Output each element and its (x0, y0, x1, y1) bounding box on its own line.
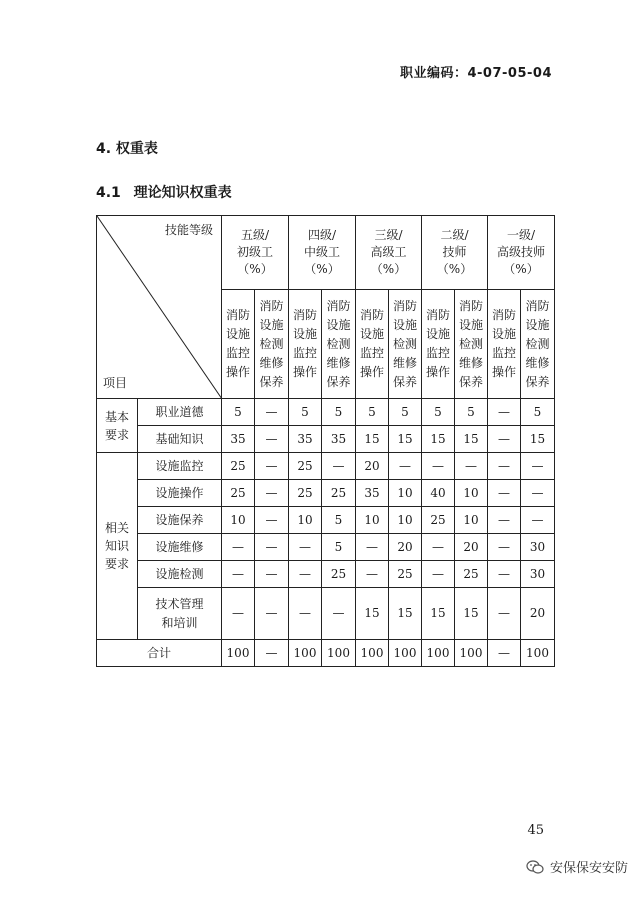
sub-header-monitor: 消防设施监控操作 (222, 290, 255, 399)
category-related: 相关知识要求 (97, 453, 138, 640)
level-header: 二级/ 技师 （%） (422, 216, 488, 290)
value-cell: 10 (455, 507, 488, 534)
value-cell: 25 (222, 480, 255, 507)
value-cell: — (289, 588, 322, 640)
wechat-icon (526, 860, 544, 874)
value-cell: 35 (222, 426, 255, 453)
value-cell: 5 (222, 399, 255, 426)
value-cell: 15 (389, 426, 422, 453)
sub-header-inspect: 消防设施检测维修保养 (389, 290, 422, 399)
sub-header-monitor: 消防设施监控操作 (422, 290, 455, 399)
value-cell: — (521, 453, 555, 480)
value-cell: 10 (389, 507, 422, 534)
watermark (526, 857, 628, 876)
category-basic: 基本要求 (97, 399, 138, 453)
value-cell: 15 (455, 426, 488, 453)
value-cell: — (488, 507, 521, 534)
total-cell: 100 (322, 640, 356, 667)
value-cell: 25 (289, 480, 322, 507)
corner-label-item: 项目 (103, 376, 128, 390)
occupation-code: 职业编码：4-07-05-04 (399, 66, 552, 81)
level-header-row (97, 216, 555, 290)
section-heading: 4. 权重表 (96, 141, 158, 157)
value-cell: 35 (356, 480, 389, 507)
value-cell: — (422, 453, 455, 480)
value-cell: — (255, 507, 289, 534)
value-cell: 25 (422, 507, 455, 534)
value-cell: — (488, 480, 521, 507)
level-header: 一级/ 高级技师 （%） (488, 216, 555, 290)
total-cell: 100 (222, 640, 255, 667)
diagonal-line (97, 216, 222, 399)
value-cell: 25 (389, 561, 422, 588)
sub-header-inspect: 消防设施检测维修保养 (455, 290, 488, 399)
table-row (97, 507, 555, 534)
sub-header-monitor: 消防设施监控操作 (289, 290, 322, 399)
value-cell: — (322, 453, 356, 480)
value-cell: — (322, 588, 356, 640)
value-cell: 20 (389, 534, 422, 561)
value-cell: — (255, 534, 289, 561)
subsection-heading: 4.1 理论知识权重表 (96, 185, 232, 201)
value-cell: — (356, 561, 389, 588)
table-row (97, 534, 555, 561)
total-cell: 100 (356, 640, 389, 667)
theory-weight-table (96, 215, 555, 667)
value-cell: 5 (322, 507, 356, 534)
value-cell: 5 (289, 399, 322, 426)
item-label: 设施检测 (138, 561, 222, 588)
value-cell: — (488, 399, 521, 426)
value-cell: — (455, 453, 488, 480)
value-cell: — (521, 480, 555, 507)
value-cell: — (488, 426, 521, 453)
value-cell: 15 (389, 588, 422, 640)
value-cell: 30 (521, 534, 555, 561)
watermark-text: 安保保安安防 (549, 861, 628, 876)
table-row (97, 399, 555, 426)
value-cell: — (255, 588, 289, 640)
value-cell: — (488, 453, 521, 480)
value-cell: 5 (322, 399, 356, 426)
value-cell: — (222, 588, 255, 640)
value-cell: 20 (521, 588, 555, 640)
level-header: 三级/ 高级工 （%） (356, 216, 422, 290)
value-cell: 25 (289, 453, 322, 480)
sub-header-inspect: 消防设施检测维修保养 (521, 290, 555, 399)
value-cell: 15 (356, 426, 389, 453)
value-cell: — (488, 588, 521, 640)
value-cell: — (488, 534, 521, 561)
sub-header-monitor: 消防设施监控操作 (356, 290, 389, 399)
value-cell: 15 (422, 588, 455, 640)
value-cell: — (521, 507, 555, 534)
value-cell: — (255, 399, 289, 426)
value-cell: — (389, 453, 422, 480)
total-cell: — (488, 640, 521, 667)
value-cell: — (356, 534, 389, 561)
value-cell: 5 (455, 399, 488, 426)
value-cell: — (255, 561, 289, 588)
total-row (97, 640, 555, 667)
value-cell: — (222, 561, 255, 588)
sub-header-inspect: 消防设施检测维修保养 (322, 290, 356, 399)
sub-header-monitor: 消防设施监控操作 (488, 290, 521, 399)
item-label: 职业道德 (138, 399, 222, 426)
value-cell: 10 (389, 480, 422, 507)
value-cell: 15 (356, 588, 389, 640)
item-label: 技术管理和培训 (138, 588, 222, 640)
value-cell: — (222, 534, 255, 561)
value-cell: 10 (356, 507, 389, 534)
value-cell: 25 (455, 561, 488, 588)
value-cell: — (289, 534, 322, 561)
table-row (97, 561, 555, 588)
item-label: 基础知识 (138, 426, 222, 453)
value-cell: — (422, 561, 455, 588)
value-cell: 10 (455, 480, 488, 507)
table-row (97, 426, 555, 453)
value-cell: — (488, 561, 521, 588)
value-cell: 5 (422, 399, 455, 426)
value-cell: 20 (356, 453, 389, 480)
value-cell: — (255, 453, 289, 480)
item-label: 设施操作 (138, 480, 222, 507)
value-cell: 15 (422, 426, 455, 453)
total-cell: 100 (289, 640, 322, 667)
value-cell: 40 (422, 480, 455, 507)
total-cell: 100 (455, 640, 488, 667)
page-number: 45 (527, 823, 544, 838)
level-header: 四级/ 中级工 （%） (289, 216, 356, 290)
total-cell: — (255, 640, 289, 667)
table-row (97, 480, 555, 507)
value-cell: 5 (521, 399, 555, 426)
total-label: 合计 (97, 640, 222, 667)
value-cell: — (422, 534, 455, 561)
value-cell: 35 (322, 426, 356, 453)
value-cell: 5 (389, 399, 422, 426)
table-row (97, 453, 555, 480)
value-cell: 20 (455, 534, 488, 561)
value-cell: 35 (289, 426, 322, 453)
value-cell: 5 (322, 534, 356, 561)
value-cell: 25 (322, 480, 356, 507)
item-label: 设施监控 (138, 453, 222, 480)
corner-label-skill-level: 技能等级 (164, 223, 213, 237)
value-cell: — (289, 561, 322, 588)
sub-header-inspect: 消防设施检测维修保养 (255, 290, 289, 399)
table-row (97, 588, 555, 640)
item-label: 设施维修 (138, 534, 222, 561)
value-cell: 10 (289, 507, 322, 534)
corner-cell (97, 216, 222, 399)
item-label: 设施保养 (138, 507, 222, 534)
value-cell: 25 (322, 561, 356, 588)
value-cell: 5 (356, 399, 389, 426)
value-cell: — (255, 480, 289, 507)
level-header: 五级/ 初级工 （%） (222, 216, 289, 290)
value-cell: 15 (521, 426, 555, 453)
total-cell: 100 (422, 640, 455, 667)
total-cell: 100 (389, 640, 422, 667)
value-cell: 25 (222, 453, 255, 480)
total-cell: 100 (521, 640, 555, 667)
value-cell: 30 (521, 561, 555, 588)
value-cell: 10 (222, 507, 255, 534)
value-cell: — (255, 426, 289, 453)
value-cell: 15 (455, 588, 488, 640)
